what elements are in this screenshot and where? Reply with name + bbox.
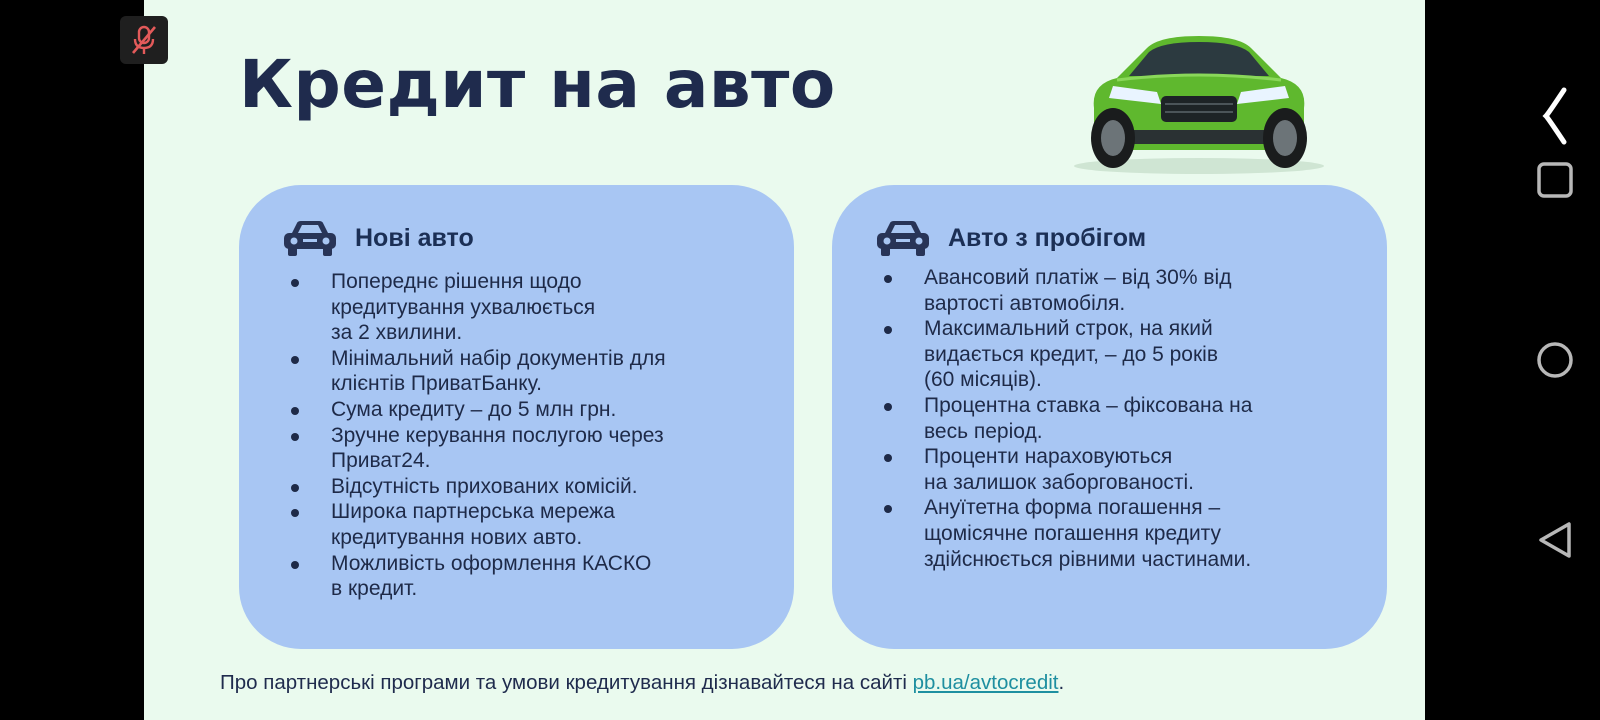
mic-muted-icon: [129, 24, 159, 56]
triangle-back-icon: [1535, 520, 1575, 560]
footer-text: Про партнерські програми та умови кредитування дізнавайтеся на сайті: [220, 671, 913, 694]
new-cars-heading: Нові авто: [355, 223, 474, 252]
green-suv-image: [1069, 26, 1329, 176]
car-front-icon: [283, 219, 337, 257]
presentation-slide: [144, 0, 1425, 720]
new-cars-card: [239, 185, 794, 649]
list-item: Мінімальний набір документів для клієнтів ПриватБанку.: [285, 346, 765, 397]
list-item: Можливість оформлення КАСКО в кредит.: [285, 551, 765, 602]
square-recents-icon: [1536, 161, 1574, 199]
list-item: Сума кредиту – до 5 млн грн.: [285, 397, 765, 423]
circle-home-icon: [1535, 340, 1575, 380]
used-cars-heading: Авто з пробігом: [948, 223, 1147, 252]
used-cars-list: [878, 265, 1378, 572]
list-item: Зручне керування послугою через Приват24.: [285, 423, 765, 474]
footer-end: .: [1058, 671, 1065, 694]
home-button[interactable]: [1510, 340, 1600, 380]
list-item: Максимальний строк, на який видається кредит, – до 5 років (60 місяців).: [878, 316, 1378, 393]
slide-title: Кредит на авто: [239, 46, 836, 123]
list-item: Проценти нараховуються на залишок заборгованості.: [878, 444, 1378, 495]
list-item: Ануїтетна форма погашення – щомісячне погашення кредиту здійснюється рівними частинами.: [878, 495, 1378, 572]
list-item: Авансовий платіж – від 30% від вартості автомобіля.: [878, 265, 1378, 316]
back-button[interactable]: [1510, 520, 1600, 560]
list-item: Широка партнерська мережа кредитування нових авто.: [285, 499, 765, 550]
android-nav-bar: [1510, 0, 1600, 720]
back-chevron-button[interactable]: [1510, 86, 1600, 146]
used-cars-card: [832, 185, 1387, 649]
list-item: Попереднє рішення щодо кредитування ухвалюється за 2 хвилини.: [285, 269, 765, 346]
car-front-icon: [876, 219, 930, 257]
avtocredit-link[interactable]: pb.ua/avtocredit: [912, 671, 1059, 694]
mic-muted-button[interactable]: [120, 16, 168, 64]
new-cars-list: [285, 269, 765, 602]
footer-note: [220, 671, 1064, 695]
list-item: Відсутність прихованих комісій.: [285, 474, 765, 500]
list-item: Процентна ставка – фіксована на весь період.: [878, 393, 1378, 444]
recents-button[interactable]: [1510, 161, 1600, 199]
chevron-left-icon: [1540, 86, 1570, 146]
